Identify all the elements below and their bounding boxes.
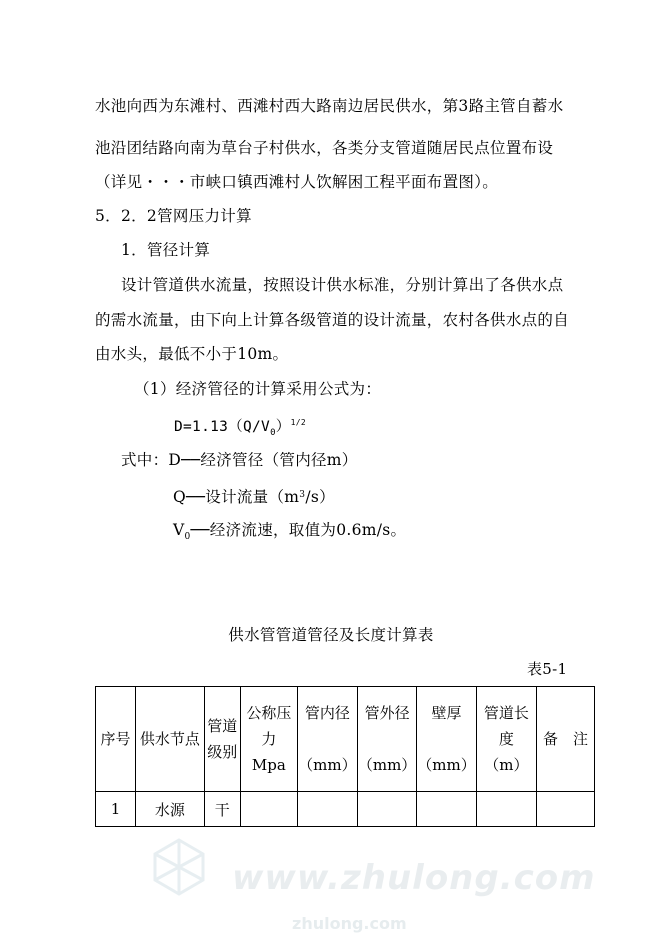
formula: [174, 412, 306, 444]
cell-index: 1: [96, 792, 136, 827]
table-header-row: [96, 687, 595, 792]
header-outer-diameter: 管外径 （mm）: [357, 687, 416, 792]
paragraph-line: 池沿团结路向南为草台子村供水，各类分支管道随居民点位置布设: [95, 139, 554, 157]
formula-close: ）: [275, 419, 291, 435]
header-node: 供水节点: [135, 687, 204, 792]
section-heading: 5．2．2管网压力计算: [95, 207, 252, 225]
header-wall-thickness: 壁厚 （mm）: [417, 687, 476, 792]
def-q-main: Q──设计流量（m: [173, 488, 300, 506]
table-row: [96, 792, 595, 827]
paragraph-line: 的需水流量，由下向上计算各级管道的设计流量，农村各供水点的自: [95, 311, 570, 329]
paragraph-line: 设计管道供水流量，按照设计供水标准，分别计算出了各供水点: [121, 276, 564, 294]
cell-level: 干: [204, 792, 240, 827]
def-v-sub: 0: [184, 532, 191, 543]
definition-d: 式中：D──经济管径（管内径m）: [121, 451, 358, 469]
watermark-text: www.zhulong.com: [232, 858, 596, 898]
cell-wall: [417, 792, 476, 827]
def-v-main: V: [173, 521, 185, 539]
watermark-url: zhulong.com: [292, 914, 407, 933]
formula-main: D=1.13（Q/V: [174, 419, 271, 435]
watermark-logo-icon: [148, 836, 210, 898]
header-pressure: 公称压 力 Mpa: [240, 687, 297, 792]
def-v-end: ──经济流速，取值为0.6m/s。: [190, 521, 407, 539]
table-title: 供水管管道管径及长度计算表: [228, 626, 434, 644]
definition-q: [173, 484, 335, 508]
cell-node: 水源: [135, 792, 204, 827]
formula-exponent: 1/2: [290, 418, 306, 427]
formula-subscript: 0: [270, 427, 276, 438]
paragraph-line: 水池向西为东滩村、西滩村西大路南边居民供水，第3路主管自蓄水: [95, 97, 564, 115]
formula-intro: （1）经济管径的计算采用公式为：: [134, 380, 382, 398]
def-q-sup: 3: [299, 490, 306, 500]
table-number: 表5-1: [527, 660, 568, 678]
cell-inner: [297, 792, 357, 827]
pipe-table: [95, 686, 595, 827]
cell-length: [476, 792, 536, 827]
def-q-end: /s）: [305, 488, 335, 506]
cell-note: [537, 792, 595, 827]
paragraph-line: 由水头，最低不小于10m。: [95, 345, 289, 363]
definition-v: [173, 519, 406, 548]
cell-pressure: [240, 792, 297, 827]
header-inner-diameter: 管内径 （mm）: [297, 687, 357, 792]
subsection-heading: 1．管径计算: [121, 241, 211, 259]
header-level: 管道 级别: [204, 687, 240, 792]
header-pipe-length: 管道长 度 （m）: [476, 687, 536, 792]
header-note: 备 注: [537, 687, 595, 792]
header-index: 序号: [96, 687, 136, 792]
cell-outer: [357, 792, 416, 827]
paragraph-line: （详见・・・市峡口镇西滩村人饮解困工程平面布置图）。: [95, 173, 499, 191]
